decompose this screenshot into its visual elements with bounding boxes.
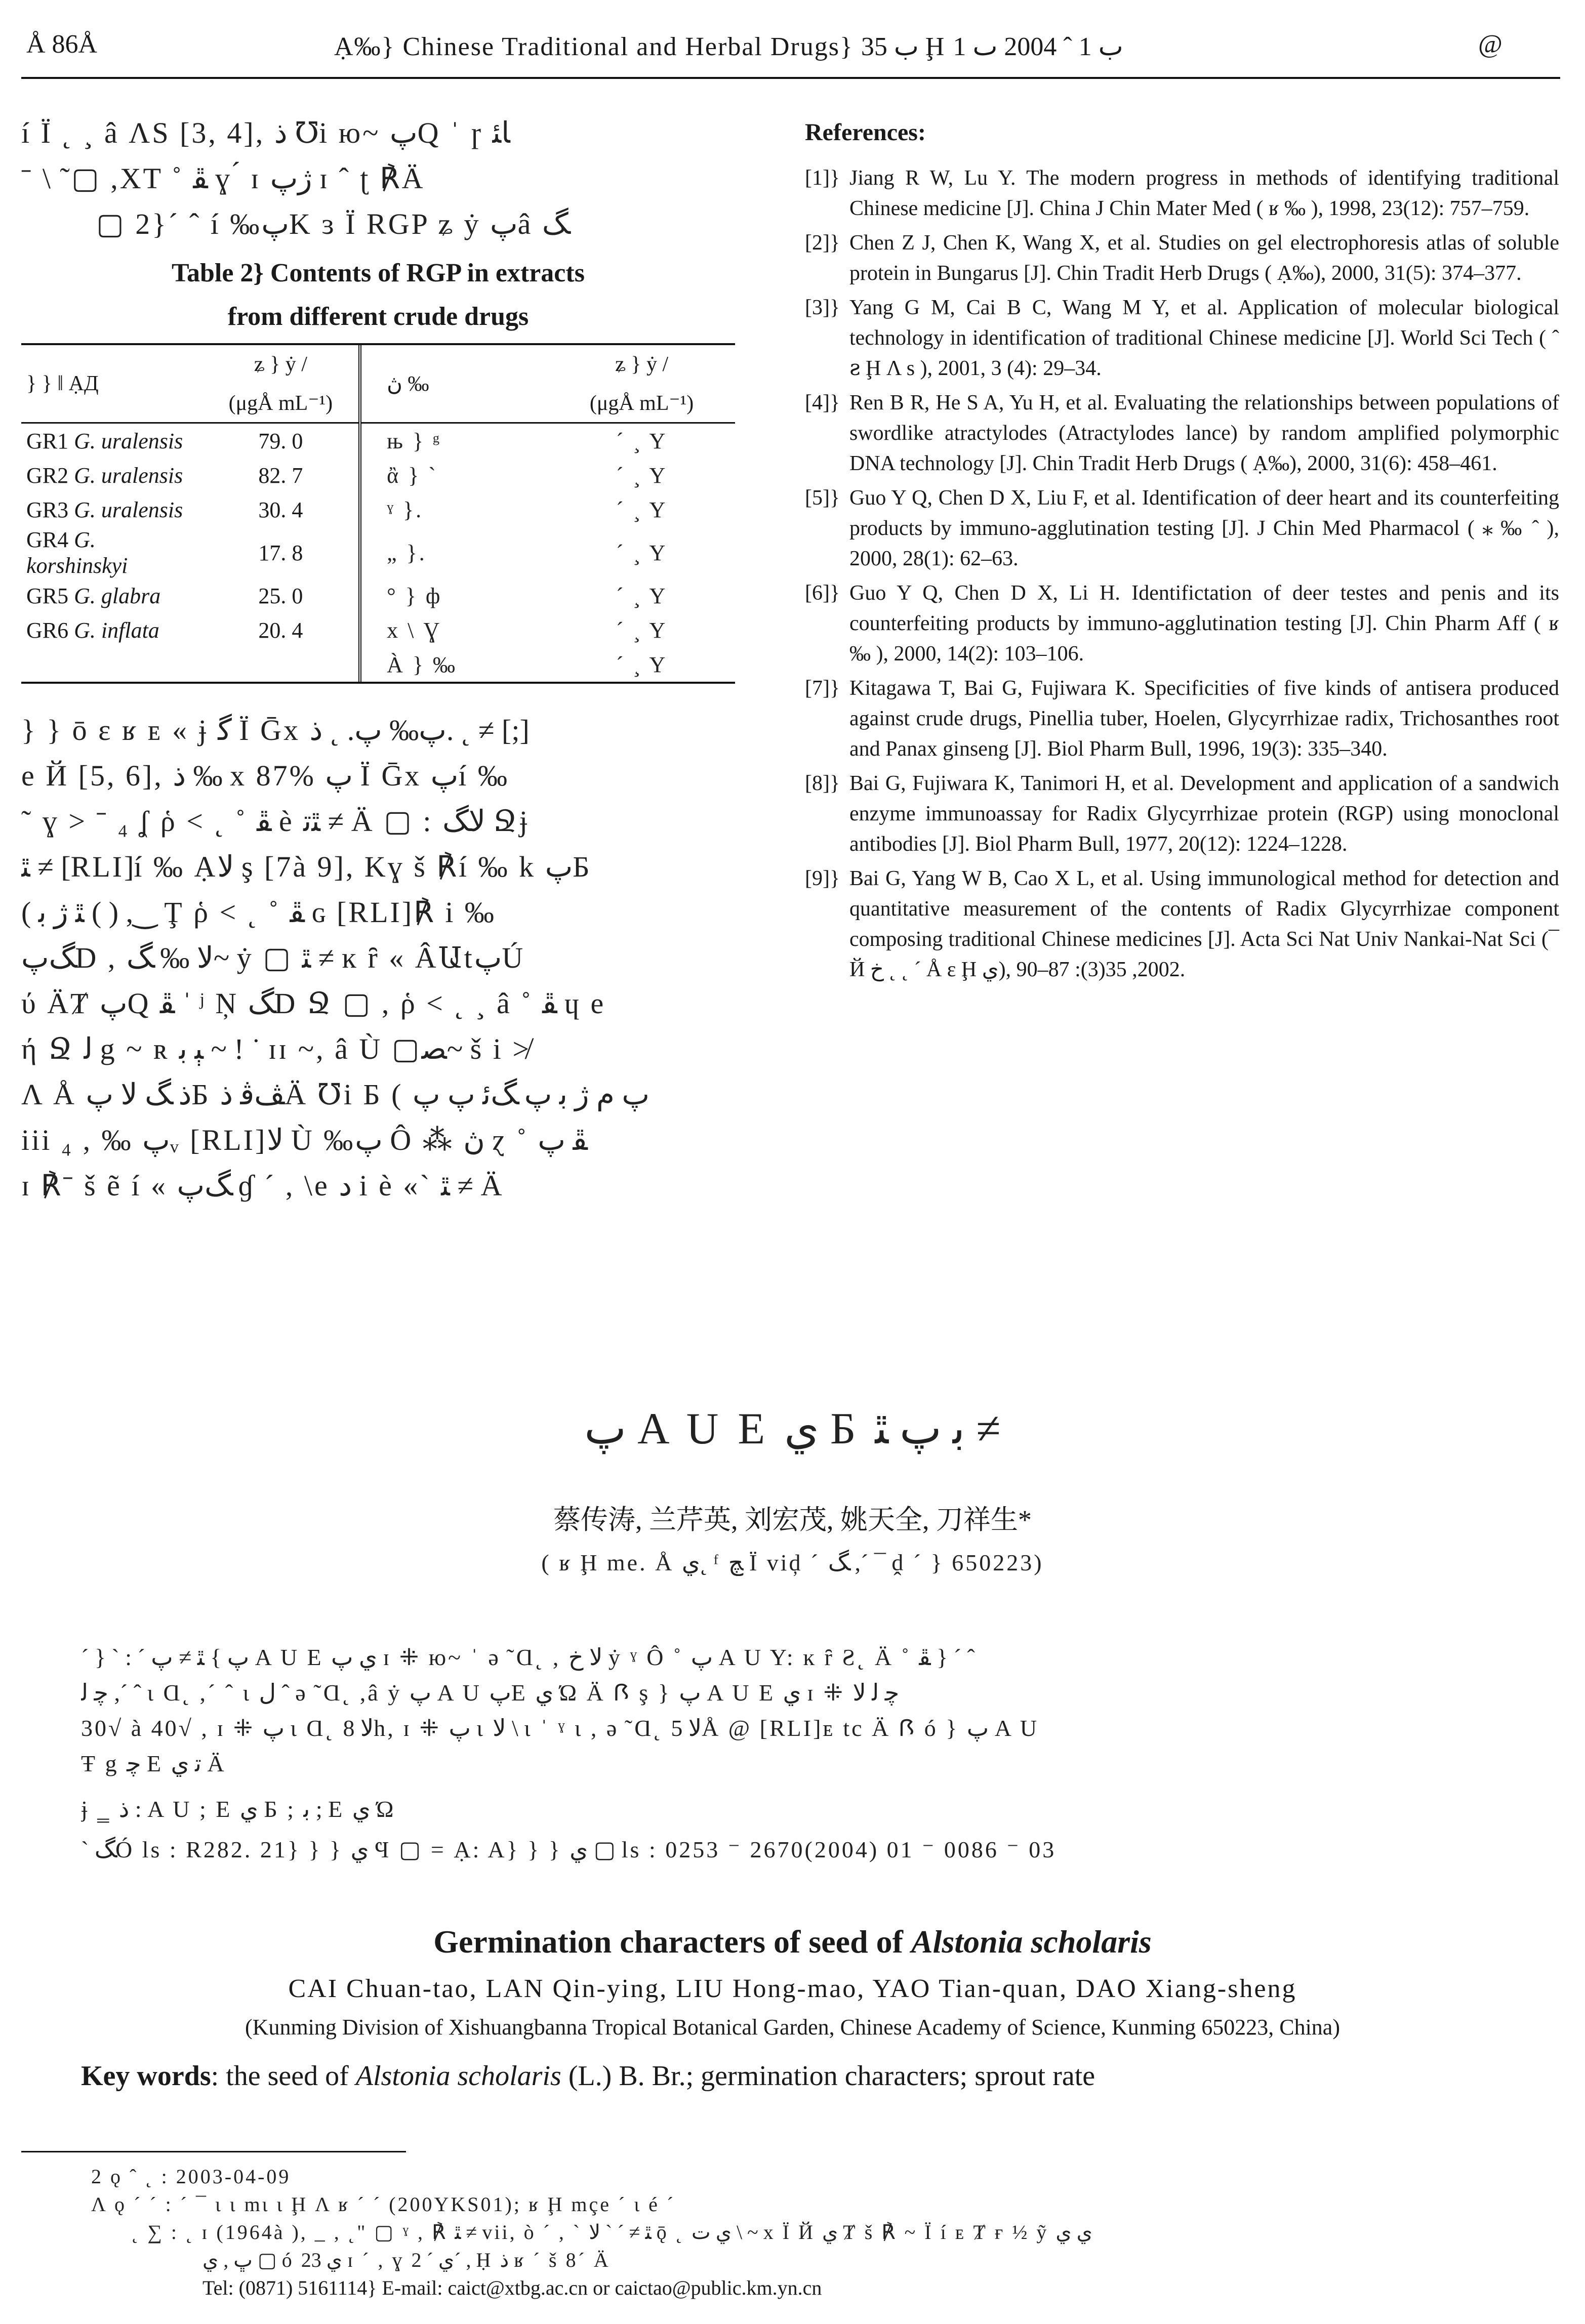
value-cell-2: ˊ ¸ Y bbox=[616, 583, 668, 608]
source-cell: ° } ф bbox=[360, 578, 548, 613]
article-title-cn: پ A U E ي Б ﺑ پ ﭥ ≠ bbox=[584, 1404, 1001, 1454]
table-header-row bbox=[21, 345, 735, 384]
sample-code: GR1 bbox=[26, 428, 69, 453]
issue-mark: @ bbox=[1478, 30, 1502, 59]
keywords-label: Key words bbox=[81, 2060, 211, 2092]
col-unit-2: (μgÅ mL⁻¹) bbox=[589, 392, 694, 415]
source-cell: x \ Ɣ bbox=[360, 613, 548, 647]
reference-text: Ren B R, He S A, Yu H, et al. Evaluating the relationships between populations of swordlike atractylodes (Atractylodes lance) by random amplified polymorphic DNA technology [J]. Chin Tradit Herb Drugs ( Ạ‰), 2000, 31(6): 458–461. bbox=[849, 391, 1559, 475]
reference-item bbox=[805, 388, 1559, 479]
value-cell-2: ˊ ¸ Y bbox=[616, 497, 668, 522]
footnote-line: ﭚ , ي ▢ ó ي 23 ɪ ˊ , ɣ ي ˊ 2ˊ , Ḥ ﺫ ʁ ˊ š 8ˊ Ä bbox=[202, 2249, 611, 2271]
table-row bbox=[21, 458, 735, 492]
reference-item bbox=[805, 673, 1559, 764]
authors-cn: 蔡传涛, 兰芹英, 刘宏茂, 姚天全, 刀祥生* bbox=[553, 1505, 1032, 1535]
reference-text: Jiang R W, Lu Y. The modern progress in methods of identifying traditional Chinese medicine [J]. China J Chin Mater Med ( ʁ ‰ ), 1998, 23(12): 757–759. bbox=[849, 167, 1559, 220]
table-row bbox=[21, 613, 735, 647]
body-line: ˜ ɣ > ˉ ₄ ʆ ῥ ˂ ˛ ˚ ﭱ è ﭥﺗ ≠ Ä ▢ : ﻻﮓ Ջɉ bbox=[21, 805, 530, 838]
reference-item bbox=[805, 578, 1559, 669]
body-line: ﭥ ≠ [RLI]í ‰ Ạﻻ ş [7à 9], Kɣ š ℟í ‰ k پБ bbox=[21, 850, 592, 883]
reference-text: Guo Y Q, Chen D X, Liu F, et al. Identification of deer heart and its counterfeiting products by immuno-agglutination testing [J]. J Chin Med Pharmacol ( ⁎ ‰ ˆ ), 2000, 28(1): 62–63. bbox=[849, 486, 1559, 570]
source-cell: À } ‰ bbox=[360, 647, 548, 682]
body-line: Λ Å ذ ﮓ ﻻ پБ ﭫﭬ ذÄ ℧i Б ( پ م ژ ﺑ پ ﮓﺋ پ پ bbox=[21, 1078, 650, 1111]
reference-text: Kitagawa T, Bai G, Fujiwara K. Specificities of five kinds of antisera produced against crude drugs, Pinellia tuber, Hoelen, Glycyrrhizae radix, Trichosanthes root and Panax ginseng [J]. Biol Pharm Bull, 1996, 19(3): 335–340. bbox=[849, 677, 1559, 761]
header-rule bbox=[21, 77, 1560, 79]
body-line: ή Ջ ﻟ g ~ ʀ ﭕ ﺑ ~ ! ˙ ɪɪ ~, â Ù ▢ﺼ~ š i ≯ bbox=[21, 1032, 532, 1065]
references-section bbox=[805, 117, 1559, 989]
species-name: G. uralensis bbox=[74, 463, 183, 488]
reference-item bbox=[805, 228, 1559, 288]
table-row bbox=[21, 423, 735, 459]
sample-code: GR6 bbox=[26, 617, 69, 643]
footnote-line: ˛ ∑ : ˛ ɪ (1964à ), _ , ˛" ▢ ˠ , ℟ ﭥ ≠ vii, ò ˊ , ˋ ﭥ ≠ ˊ ˋ ﻻ ǭ ˛ ي ت \ ~ x Ϊ Й ي Ⱦ š ℟ ~ Ϊ í ᴇ Ⱦ ғ ½ ỹ ي ي bbox=[132, 2221, 1092, 2244]
rgp-value: 30. 4 bbox=[258, 497, 303, 522]
classification-line: ˋ ﮓÓ ls : R282. 21} } } ي Ϥ ▢ = Ạ: A} } } ي ▢ ls : 0253 ⁻ 2670(2004) 01 ⁻ 0086 ⁻ 03 bbox=[81, 1837, 1056, 1862]
col-header-code: } } ‖ ẠД bbox=[26, 372, 99, 395]
table-caption-line2: from different crude drugs bbox=[227, 302, 529, 331]
rgp-table bbox=[21, 343, 735, 684]
journal-title: Ạ‰} Chinese Traditional and Herbal Drugs} ب 35 Ḩ ب 1 ˆ 2004 ٮ 1 bbox=[334, 32, 1123, 61]
source-cell: „ }. bbox=[360, 527, 548, 578]
body-line: } } ō ɛ ʁ ᴇ « ɉ ﮔ Ϊ Ḡx پ‰ پ. ˛ ذ. ˛ ≠ [;] bbox=[21, 714, 530, 746]
value-cell-2: ˊ ¸ Y bbox=[616, 540, 668, 565]
table-row bbox=[21, 578, 735, 613]
source-cell: ἂ } ˋ bbox=[360, 458, 548, 492]
source-cell: ˠ }. bbox=[360, 492, 548, 527]
keywords-cn: ɉ ‗ ذ : A U ; E ي Б ; ﺑ ; E ي Ώ bbox=[81, 1796, 396, 1822]
table-row bbox=[21, 527, 735, 578]
species-name: G. korshinskyi bbox=[26, 527, 128, 578]
keywords-text: : the seed of bbox=[211, 2060, 356, 2092]
sample-code: GR5 bbox=[26, 583, 69, 608]
reference-item bbox=[805, 483, 1559, 574]
table-row bbox=[21, 647, 735, 682]
rgp-value: 25. 0 bbox=[258, 583, 303, 608]
value-cell-2: ˊ ¸ Y bbox=[616, 463, 668, 488]
reference-number: [8]} bbox=[805, 772, 840, 795]
keywords-species: Alstonia scholaris bbox=[355, 2060, 561, 2092]
footnote-line: Λ ǫ ˊ ˊ : ˊ ¯ ɩ ɩ mɩ ɩ Ḩ Λ ʁ ˊ ˊ (200YKS01); ʁ Ḩ mçe ˊ ɩ é ˊ bbox=[91, 2193, 676, 2216]
reference-text: Bai G, Fujiwara K, Tanimori H, et al. Development and application of a sandwich enzyme immunoassay for Radix Glycyrrhizae protein (RGP) using monoclonal antibodies [J]. Biol Pharm Bull, 1977, 20(12): 1224–1228. bbox=[849, 772, 1559, 856]
body-line: í Ϊ ˛ ¸ â ΛS [3, 4], ذ ℧i ю~ پQ ˈ ɼ ﺎﺌ bbox=[21, 116, 510, 149]
col-header-content: ʑ } ẏ / bbox=[254, 353, 307, 376]
sample-code: GR4 bbox=[26, 527, 69, 552]
reference-item bbox=[805, 768, 1559, 859]
rgp-value bbox=[203, 647, 360, 682]
references-heading: References: bbox=[805, 119, 926, 146]
keywords-text-rest: (L.) B. Br.; germination characters; sprout rate bbox=[561, 2060, 1095, 2092]
reference-text: Chen Z J, Chen K, Wang X, et al. Studies on gel electrophoresis atlas of soluble protein in Bungarus [J]. Chin Tradit Herb Drugs ( Ạ‰), 2000, 31(5): 374–377. bbox=[849, 231, 1559, 285]
rgp-value: 82. 7 bbox=[258, 463, 303, 488]
col-unit: (μgÅ mL⁻¹) bbox=[228, 392, 333, 415]
page-number: Å 86Å bbox=[26, 30, 98, 59]
abstract-line: ˊ } ˋ : ˊ پ } ﭥ ≠ پ A U E ي پ ɪ ⁜ ю~ ˈ ə ̃ Ɑ˛ , ﻻ ﺥ ẏ ˠ Ô ˚ پ A U Y: ĸ ȓ Ƨ˛ Ä ˚ ﭱ } ˊ ˆ bbox=[81, 1644, 975, 1670]
body-line: iii ₄ , ‰ پᵥ [RLI]ﻻ Ù ‰پ Ô ⁂ ڽ ɀ ˚ ﭱ پ bbox=[21, 1124, 588, 1156]
body-line: e Й [5, 6], ذ ‰ x 87% پ Ϊ Ḡx پí ‰ bbox=[21, 759, 509, 792]
affiliation-en: (Kunming Division of Xishuangbanna Tropical Botanical Garden, Chinese Academy of Science, Kunming 650223, China) bbox=[245, 2015, 1340, 2040]
species-name: G. uralensis bbox=[74, 428, 183, 453]
article-title-en bbox=[0, 1923, 1585, 1961]
rgp-value: 17. 8 bbox=[258, 540, 303, 565]
authors-en: CAI Chuan-tao, LAN Qin-ying, LIU Hong-mao, YAO Tian-quan, DAO Xiang-sheng bbox=[288, 1974, 1297, 2003]
col-header-source: ڽ ‰ bbox=[360, 345, 548, 423]
reference-number: [7]} bbox=[805, 677, 840, 700]
rgp-value: 20. 4 bbox=[258, 617, 303, 643]
reference-text: Guo Y Q, Chen D X, Li H. Identifictation of deer testes and penis and its counterfeiting products by immuno-agglutination testing [J]. Chin Pharm Aff ( ʁ ‰ ), 2000, 14(2): 103–106. bbox=[849, 582, 1559, 666]
keywords-en bbox=[81, 2060, 1549, 2092]
reference-text: Bai G, Yang W B, Cao X L, et al. Using immunological method for detection and quantitative measurement of the contents of Radix Glycyrrhizae component composing traditional Chinese medicines [J]. Acta Sci Nat Univ Nankai-Nat Sci (¯ Й ﺥ ˛ ˛ ˊ Å ɛ Ḩ ي), 2002, 35(3): 87–90. bbox=[849, 867, 1559, 981]
title-en-species: Alstonia scholaris bbox=[911, 1924, 1152, 1960]
reference-number: [6]} bbox=[805, 582, 840, 605]
col-header-content-2: ʑ } ẏ / bbox=[615, 353, 669, 376]
footnote-contact: Tel: (0871) 5161114} E-mail: caict@xtbg.ac.cn or caictao@public.km.yn.cn bbox=[202, 2276, 822, 2299]
body-line: ɪ ℟ˉ š ẽ í « ﮓپ ɠ ˊ , \e ﺩ i è «ˋ ﭥ ≠ Ä bbox=[21, 1169, 504, 1202]
title-en-text: Germination characters of seed of bbox=[433, 1924, 911, 1960]
value-cell-2: ˊ ¸ Y bbox=[616, 617, 668, 643]
affiliation-cn: ( ʁ Ḩ me. Å ي˛ ᶠ ﭻ Ϊ viḑ ˊ ﮓ ,ˊ ¯ ḓ ˊ } 650223) bbox=[541, 1550, 1044, 1575]
running-header bbox=[0, 29, 1585, 70]
body-line: ύ ÄȾ پQ ﭱ ˈ ʲ Ņ ﮓD Ջ ▢ , ῥ ˂ ˛ ¸ â ˚ ﭱ ɥ e bbox=[21, 987, 606, 1020]
species-name: G. inflata bbox=[74, 617, 159, 643]
source-cell: њ } ᵍ bbox=[360, 423, 548, 459]
footnote-rule bbox=[21, 2151, 406, 2152]
reference-item bbox=[805, 863, 1559, 985]
species-name: G. uralensis bbox=[74, 497, 183, 522]
abstract-line: ﭼ ﻟ ,ˊ ˆ ɩ Ɑ˛ ,ˊ ˆ ɩ ﻝ ˆ ə ̃ Ɑ˛ ,â ẏ پ A U پE ي Ώ Ä Ꟗ ş } پ A U E ي ɪ ⁜ ﭼ ﻟ ﻻ bbox=[81, 1680, 900, 1706]
species-name: G. glabra bbox=[74, 583, 161, 608]
abstract-line: 30√ à 40√ , ɪ ⁜ پ ɩ Ɑ˛ ﻻ 8h, ɪ ⁜ پ ɩ ﻻ \ ɩ ˈ ˠ ɩ , ə ̃ Ɑ˛ ﻻ 5Å @ [RLI]ᴇ tc Ä Ꟗ ó } پ A U bbox=[81, 1715, 1039, 1741]
body-line: ( ﭥ ژ ﺑ ( ) ,‿ Ţ ῥ ˂ ˛ ˚ ﭱ ɢ [RLI]℟ i ‰ bbox=[21, 896, 496, 929]
reference-number: [9]} bbox=[805, 867, 840, 890]
reference-item bbox=[805, 163, 1559, 224]
abstract-line: Ŧ g ﭼ E ﺗ ي Ä bbox=[81, 1751, 226, 1776]
reference-number: [1]} bbox=[805, 167, 840, 190]
body-line: ▢ 2}ˊ ˆ í ‰پK ɜ Ϊ RGP ʑ ẏ پâ ﮓ bbox=[96, 208, 568, 240]
body-line: ˉ \ ̃ ▢ ,ΧΤ ˚ ﭱ ɣ ́ ɪ ژپ ɪ ˆ ʈ ℟Ä bbox=[21, 162, 425, 195]
footnote-line: 2 ǫ ˆ ˛ : 2003-04-09 bbox=[91, 2165, 291, 2188]
value-cell-2: ˊ ¸ Y bbox=[616, 428, 668, 453]
table-row bbox=[21, 492, 735, 527]
sample-code: GR2 bbox=[26, 463, 69, 488]
table-caption: Table 2} Contents of RGP in extracts bbox=[172, 259, 585, 287]
reference-text: Yang G M, Cai B C, Wang M Y, et al. Application of molecular biological technology in identification of traditional Chinese medicine [J]. World Sci Tech ( ˆ ꙅ Ḩ Λ s ), 2001, 3 (4): 29–34. bbox=[849, 296, 1559, 380]
body-line: ﮓپD , ﻻ ‰ ﮓ~ ẏ ▢ ﭥ ≠ ĸ ȓ « ÂԱtپÚ bbox=[21, 941, 525, 974]
value-cell-2: ˊ ¸ Y bbox=[616, 652, 668, 677]
reference-number: [5]} bbox=[805, 486, 840, 510]
reference-number: [4]} bbox=[805, 391, 840, 414]
reference-number: [2]} bbox=[805, 231, 840, 255]
reference-number: [3]} bbox=[805, 296, 840, 319]
rgp-value: 79. 0 bbox=[258, 428, 303, 453]
reference-item bbox=[805, 293, 1559, 384]
sample-code: GR3 bbox=[26, 497, 69, 522]
